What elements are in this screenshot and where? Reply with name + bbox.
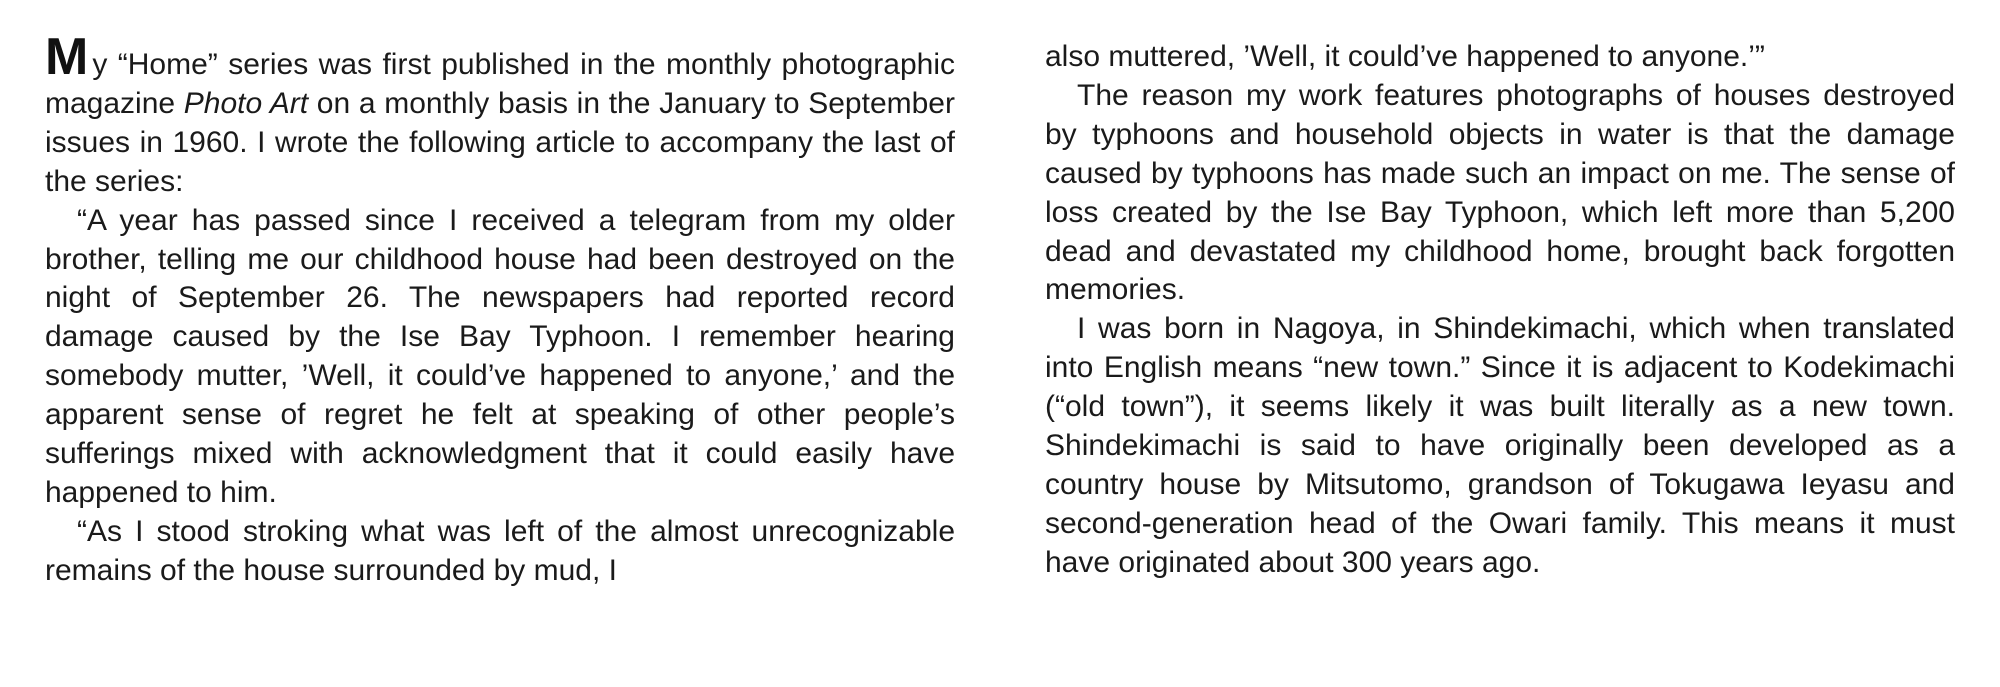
- quote-paragraph-2: “As I stood stroking what was left of the almost unrecognizable remains of the house surrounded by mud, I: [45, 514, 955, 587]
- magazine-title: Photo Art: [183, 86, 309, 120]
- opening-text-end: on a monthly basis in the January to September issues in 1960. I wrote the following article to accompany the last of the series:: [45, 86, 955, 198]
- nagoya-paragraph: I was born in Nagoya, in Shindekimachi, which when translated into English means “new town.” Since it is adjacent to Kodekimachi (“old town”), it seems likely it was built literally as a new town. Shindekimachi is said to have originally been developed as a country house by Mitsutomo, grandson of Tokugawa Ieyasu and second-generation head of the Owari family. This means it must have originated about 300 years ago.: [1045, 312, 1955, 579]
- drop-cap: M: [45, 28, 89, 86]
- right-column: [1045, 38, 1955, 583]
- quote-continuation: also muttered, ’Well, it could’ve happened to anyone.’”: [1045, 40, 1765, 73]
- typhoon-paragraph: The reason my work features photographs of houses destroyed by typhoons and household objects in water is that the damage caused by typhoons has made such an impact on me. The sense of loss created by the Ise Bay Typhoon, which left more than 5,200 dead and devastated my childhood home, brought back forgotten memories.: [1045, 78, 1955, 307]
- opening-text: y “Home” series was first published in the monthly photographic magazine: [45, 48, 955, 120]
- quote-paragraph-1: “A year has passed since I received a telegram from my older brother, telling me our childhood house had been destroyed on the night of September 26. The newspapers had reported record damage caused by the Ise Bay Typhoon. I remember hearing somebody mutter, ’Well, it could’ve happened to anyone,’ and the apparent sense of regret he felt at speaking of other people’s sufferings mixed with acknowledgment that it could easily have happened to him.: [45, 203, 955, 509]
- left-column: [45, 28, 955, 591]
- opening-paragraph: [45, 28, 955, 202]
